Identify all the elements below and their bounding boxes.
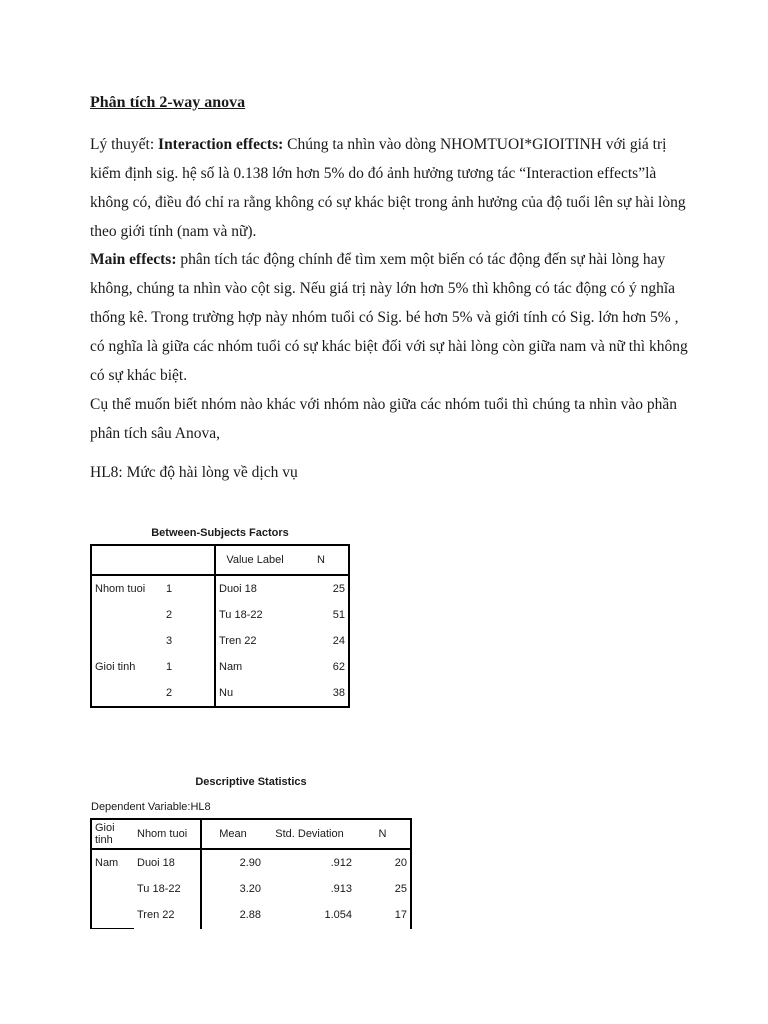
table-header-cell: N [294, 545, 349, 575]
paragraph-main-effects [90, 245, 690, 390]
table-row [91, 849, 411, 876]
table-cell: 1 [166, 583, 173, 595]
dependent-variable-label: Dependent Variable:HL8 [91, 801, 211, 813]
table-cell [91, 628, 163, 654]
between-subjects-table [90, 544, 350, 708]
table-cell: Tren 22 [137, 909, 175, 922]
table-cell: Gioi tinh [95, 661, 136, 673]
table-cell: Tu 18-22 [215, 602, 294, 628]
table-cell [91, 902, 134, 929]
paragraph-theory [90, 130, 690, 246]
descriptive-statistics-table [90, 818, 412, 929]
table-header-cell: Mean [201, 819, 264, 849]
table-cell: 1 [166, 661, 173, 673]
table-header-cell: Nhom tuoi [134, 819, 201, 849]
table-row [91, 680, 349, 707]
table-header-row [91, 545, 349, 575]
table-header-cell: Value Label [215, 545, 294, 575]
table-cell [91, 876, 134, 902]
paragraph-hl8: HL8: Mức độ hài lòng về dịch vụ [90, 464, 298, 481]
table-header-row [91, 819, 411, 849]
table-cell: 25 [394, 883, 407, 895]
table-row [91, 602, 349, 628]
table-cell: 1.054 [324, 909, 352, 922]
table-cell: 17 [394, 909, 407, 922]
table-header-cell: Std. Deviation [264, 819, 355, 849]
table-cell: Nam [95, 857, 119, 869]
table-cell: Duoi 18 [215, 575, 294, 602]
table-cell: Nam [215, 654, 294, 680]
table-cell: 24 [332, 635, 345, 647]
interaction-effects-text: Chúng ta nhìn vào dòng NHOMTUOI*GIOITINH với giá trị kiểm định sig. hệ số là 0.138 lớn hơn 5% do đó ảnh hưởng tương tác “Interaction effects”là không có, điều đó chỉ ra rằng không có sự khác biệt trong ảnh hưởng của độ tuổi lên sự hài lòng theo giới tính (nam và nữ). [90, 136, 686, 240]
table-cell: 3.20 [201, 876, 264, 902]
table-cell: .912 [330, 857, 352, 869]
table-cell: 20 [394, 857, 407, 869]
table2-title: Descriptive Statistics [195, 776, 307, 788]
table-cell: Tren 22 [215, 628, 294, 654]
table-cell: 3 [166, 635, 173, 647]
table-cell: 2.90 [201, 849, 264, 876]
table-cell [91, 680, 163, 707]
main-effects-text: phân tích tác động chính để tìm xem một biến có tác động đến sự hài lòng hay không, chúng ta nhìn vào cột sig. Nếu giá trị này lớn hơn 5% thì không có tác động có ý nghĩa thống kê. Trong trường hợp này nhóm tuổi có Sig. bé hơn 5% và giới tính có Sig. lớn hơn 5% , có nghĩa là giữa các nhóm tuổi có sự khác biệt đối với sự hài lòng còn giữa nam và nữ thì không có sự khác biệt. [90, 251, 688, 384]
table-cell: 2 [166, 609, 173, 621]
interaction-effects-term: Interaction effects: [158, 136, 284, 153]
table-cell: 51 [332, 609, 345, 621]
table-cell: 38 [332, 687, 345, 699]
main-effects-term: Main effects: [90, 251, 177, 268]
table-cell: Nu [215, 680, 294, 707]
table-cell: 25 [332, 583, 345, 595]
paragraph-specific: Cụ thể muốn biết nhóm nào khác với nhóm nào giữa các nhóm tuổi thì chúng ta nhìn vào phần phân tích sâu Anova, [90, 396, 677, 442]
table1-title: Between-Subjects Factors [151, 527, 289, 539]
table-row [91, 902, 411, 929]
table-row [91, 575, 349, 602]
section-heading: Phân tích 2-way anova [90, 94, 246, 111]
table-cell: Duoi 18 [137, 857, 175, 869]
table-header-cell: Gioi tinh [91, 819, 134, 849]
table-header-cell [163, 545, 215, 575]
table-row [91, 654, 349, 680]
table-cell: Tu 18-22 [137, 883, 181, 895]
table-cell: 2 [166, 687, 173, 699]
theory-prefix: Lý thuyết: [90, 136, 159, 153]
table-cell: 2.88 [201, 902, 264, 929]
table-cell: 62 [332, 661, 345, 673]
table-header-cell: N [355, 819, 411, 849]
table-header-cell [91, 545, 163, 575]
table-row [91, 628, 349, 654]
table-cell [91, 602, 163, 628]
table-row [91, 876, 411, 902]
table-cell: .913 [330, 883, 352, 895]
table-cell: Nhom tuoi [95, 583, 146, 595]
